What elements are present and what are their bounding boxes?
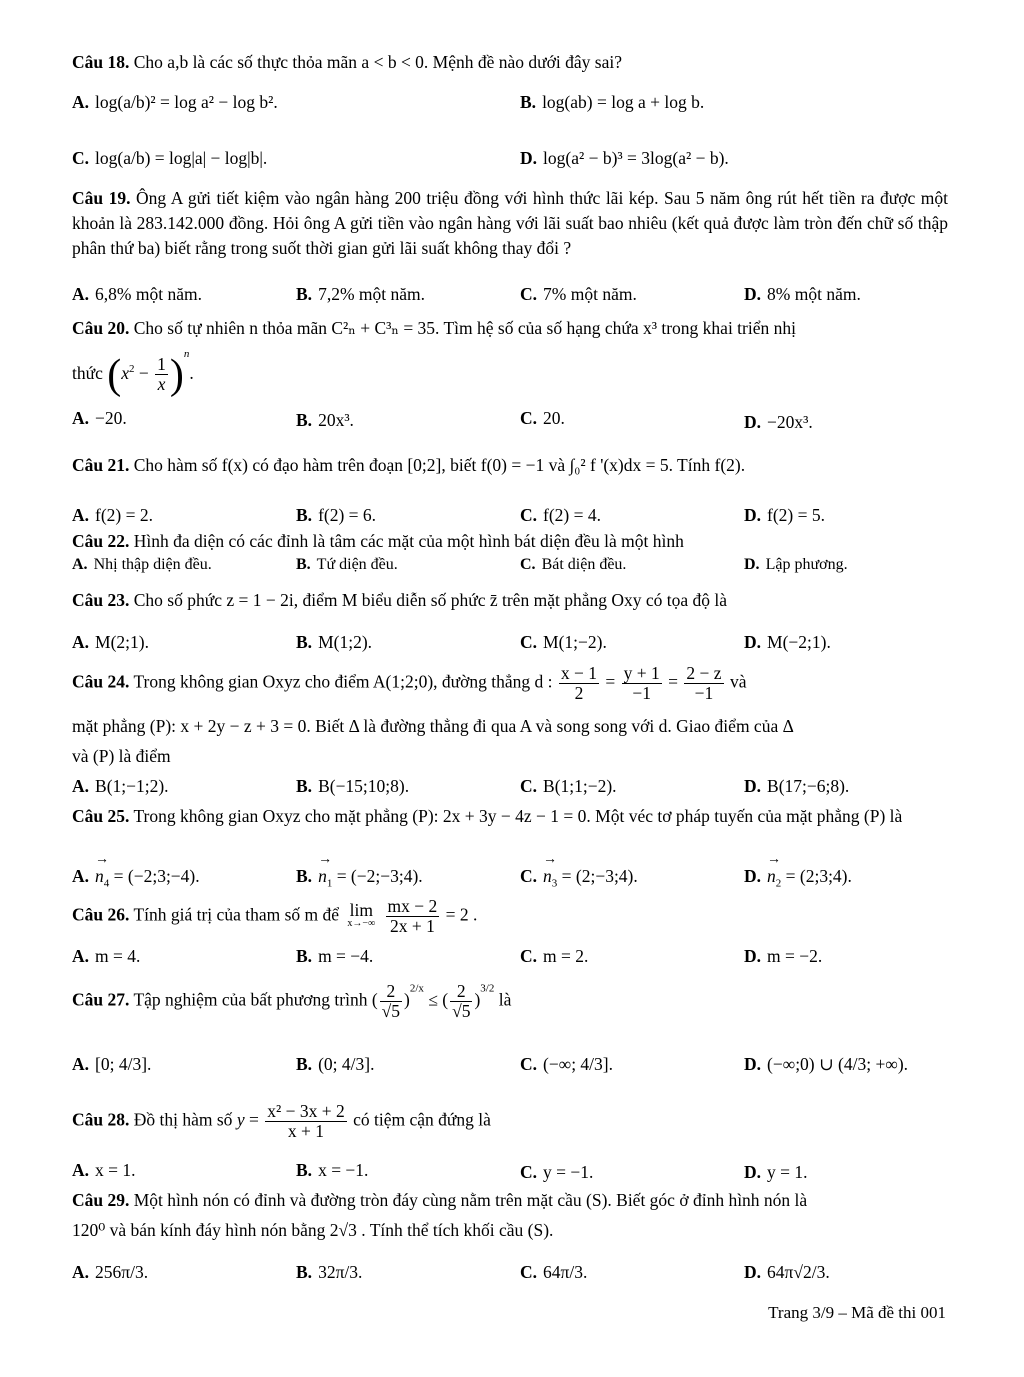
q19-text: Ông A gửi tiết kiệm vào ngân hàng 200 triệu đồng với hình thức lãi kép. Sau 5 năm ông rút hết tiền ra được một khoản là 283.142.000 đồng. Hỏi ông A gửi tiền vào ngân hàng với lãi suất bao nhiêu (kết quả được làm tròn đến chữ số thập phân thứ ba) biết rằng trong suốt thời gian gửi lãi suất không thay đổi ? [72, 188, 949, 258]
q22-option-b[interactable]: B. Tứ diện đều. [296, 556, 398, 573]
q21-option-a[interactable]: A. f(2) = 2. [72, 505, 153, 525]
q24-text-2: mặt phẳng (P): x + 2y − z + 3 = 0. Biết Δ là đường thẳng đi qua A và song song với d. Giao điểm của Δ [72, 716, 794, 736]
q24-option-a[interactable]: A. B(1;−1;2). [72, 776, 169, 796]
q19-option-a[interactable]: A. 6,8% một năm. [72, 284, 202, 304]
q29-text-2: 120⁰ và bán kính đáy hình nón bằng 2√3 . Tính thể tích khối cầu (S). [72, 1220, 554, 1240]
q18-option-c[interactable]: C. log(a/b) = log|a| − log|b|. [72, 148, 268, 168]
q21-text: Cho hàm số f(x) có đạo hàm trên đoạn [0;2], biết f(0) = −1 và ∫₀² f '(x)dx = 5. Tính f(2). [133, 455, 746, 475]
q27-option-d[interactable]: D. (−∞;0) ∪ (4/3; +∞). [744, 1054, 909, 1074]
q28-stem: Câu 28. Đồ thị hàm số y = $\frac{\text{x² − 3x + 2}}{x + 1}$ có tiệm cận đứng là [72, 1101, 491, 1141]
q20-option-a[interactable]: A. −20. [72, 408, 127, 428]
q20-binomial: thức ($x^2$ − $\frac{1}{x}$ )$^n$. [72, 348, 194, 398]
q25-option-a[interactable]: $A.\to n_4$ = (−2;3;−4). [72, 866, 200, 890]
q19-option-c[interactable]: C. 7% một năm. [520, 284, 637, 304]
q26-option-a[interactable]: A. m = 4. [72, 946, 141, 966]
q18-option-b[interactable]: B. log(ab) = log a + log b. [520, 92, 705, 112]
q20-text: Cho số tự nhiên n thỏa mãn C²ₙ + C³ₙ = 35. Tìm hệ số của số hạng chứa x³ trong khai triển nhị [133, 318, 796, 338]
q19-option-d[interactable]: D. 8% một năm. [744, 284, 861, 304]
q27-option-b[interactable]: B. (0; 4/3]. [296, 1054, 375, 1074]
q21-option-b[interactable]: B. f(2) = 6. [296, 505, 377, 525]
q18-option-a[interactable]: A. log(a/b)² = log a² − log b². [72, 92, 278, 112]
q22-text: Hình đa diện có các đỉnh là tâm các mặt của một hình bát diện đều là một hình [133, 531, 684, 551]
q18-text: Cho a,b là các số thực thỏa mãn a < b < 0. Mệnh đề nào dưới đây sai? [133, 52, 622, 72]
page-footer: Trang 3/9 – Mã đề thi 001 [768, 1303, 946, 1322]
q28-option-d[interactable]: D. y = 1. [744, 1162, 808, 1182]
q28-option-b[interactable]: B. x = −1. [296, 1160, 369, 1180]
q24-option-d[interactable]: D. B(17;−6;8). [744, 776, 850, 796]
q29-option-b[interactable]: B. 32π/3. [296, 1262, 363, 1282]
q26-option-b[interactable]: B. m = −4. [296, 946, 374, 966]
q18-label: Câu 18. [72, 52, 130, 72]
q27-stem: Câu 27. Tập nghiệm của bất phương trình ( $\frac{2}{√5}$ )$^{2/x}$ ≤ ( $\frac{2}{√5}$ )$^{3/2}$ là [72, 981, 512, 1021]
q28-option-c[interactable]: C. y = −1. [520, 1162, 594, 1182]
q20-option-b[interactable]: B. 20x³. [296, 410, 354, 430]
q25-option-b[interactable]: $B.\to n_1$ = (−2;−3;4). [296, 866, 423, 890]
q23-option-a[interactable]: A. M(2;1). [72, 632, 149, 652]
q29-stem: Câu 29. Một hình nón có đỉnh và đường tròn đáy cùng nằm trên mặt cầu (S). Biết góc ở đỉnh hình nón là [72, 1190, 808, 1210]
q27-option-c[interactable]: C. (−∞; 4/3]. [520, 1054, 613, 1074]
q23-option-d[interactable]: D. M(−2;1). [744, 632, 831, 652]
q24-text-3: và (P) là điểm [72, 746, 171, 766]
q18-stem [72, 52, 622, 73]
q24-stem: Câu 24. Trong không gian Oxyz cho điểm A(1;2;0), đường thẳng d : $\frac{x - 1}{2}$ = $\frac{y + 1}{-1}$ = $\frac{2 - z}{-1}$ và [72, 663, 747, 703]
q23-option-c[interactable]: C. M(1;−2). [520, 632, 607, 652]
q22-option-a[interactable]: A. Nhị thập diện đều. [72, 556, 212, 573]
q20-option-c[interactable]: C. 20. [520, 408, 565, 428]
q24-option-c[interactable]: C. B(1;1;−2). [520, 776, 617, 796]
q26-option-c[interactable]: C. m = 2. [520, 946, 589, 966]
q19-option-b[interactable]: B. 7,2% một năm. [296, 284, 425, 304]
q23-option-b[interactable]: B. M(1;2). [296, 632, 373, 652]
q22-stem: Câu 22. Hình đa diện có các đỉnh là tâm các mặt của một hình bát diện đều là một hình [72, 531, 684, 551]
q22-option-d[interactable]: D. Lập phương. [744, 556, 848, 573]
q26-option-d[interactable]: D. m = −2. [744, 946, 823, 966]
q20-option-d[interactable]: D. −20x³. [744, 412, 813, 432]
q29-option-a[interactable]: A. 256π/3. [72, 1262, 149, 1282]
q28-option-a[interactable]: A. x = 1. [72, 1160, 136, 1180]
q29-option-c[interactable]: C. 64π/3. [520, 1262, 588, 1282]
q19-stem: Câu 19. Ông A gửi tiết kiệm vào ngân hàng 200 triệu đồng với hình thức lãi kép. Sau 5 năm ông rút hết tiền ra được một khoản là 283.142.000 đồng. Hỏi ông A gửi tiền vào ngân hàng với lãi suất bao nhiêu (kết quả được làm tròn đến chữ số thập phân thứ ba) biết rằng trong suốt thời gian gửi lãi suất không thay đổi ? [72, 188, 949, 258]
q27-option-a[interactable]: A. [0; 4/3]. [72, 1054, 152, 1074]
q25-option-d[interactable]: $D.\to n_2$ = (2;3;4). [744, 866, 852, 890]
q22-option-c[interactable]: C. Bát diện đều. [520, 556, 627, 573]
q21-option-c[interactable]: C. f(2) = 4. [520, 505, 601, 525]
q21-option-d[interactable]: D. f(2) = 5. [744, 505, 825, 525]
q25-stem: Câu 25. Trong không gian Oxyz cho mặt phẳng (P): 2x + 3y − 4z − 1 = 0. Một véc tơ pháp tuyến của mặt phẳng (P) là [72, 806, 903, 826]
q21-stem: Câu 21. Cho hàm số f(x) có đạo hàm trên đoạn [0;2], biết f(0) = −1 và ∫₀² f '(x)dx = 5. Tính f(2). [72, 455, 746, 475]
q25-text: Trong không gian Oxyz cho mặt phẳng (P): 2x + 3y − 4z − 1 = 0. Một véc tơ pháp tuyến của mặt phẳng (P) là [133, 806, 903, 826]
q20-stem: Câu 20. Cho số tự nhiên n thỏa mãn C²ₙ + C³ₙ = 35. Tìm hệ số của số hạng chứa x³ trong khai triển nhị [72, 318, 796, 338]
q23-text: Cho số phức z = 1 − 2i, điểm M biểu diễn số phức z̄ trên mặt phẳng Oxy có tọa độ là [133, 590, 727, 610]
q23-stem: Câu 23. Cho số phức z = 1 − 2i, điểm M biểu diễn số phức z̄ trên mặt phẳng Oxy có tọa độ là [72, 590, 727, 610]
q18-option-d[interactable]: D. log(a² − b)³ = 3log(a² − b). [520, 148, 729, 168]
q26-stem: Câu 26. Tính giá trị của tham số m để lim x→−∞ $\frac{mx - 2}{2x + 1}$ = 2 . [72, 896, 478, 936]
q24-option-b[interactable]: B. B(−15;10;8). [296, 776, 410, 796]
q25-option-c[interactable]: $C.\to n_3$ = (2;−3;4). [520, 866, 638, 890]
q29-option-d[interactable]: D. 64π√2/3. [744, 1262, 830, 1282]
